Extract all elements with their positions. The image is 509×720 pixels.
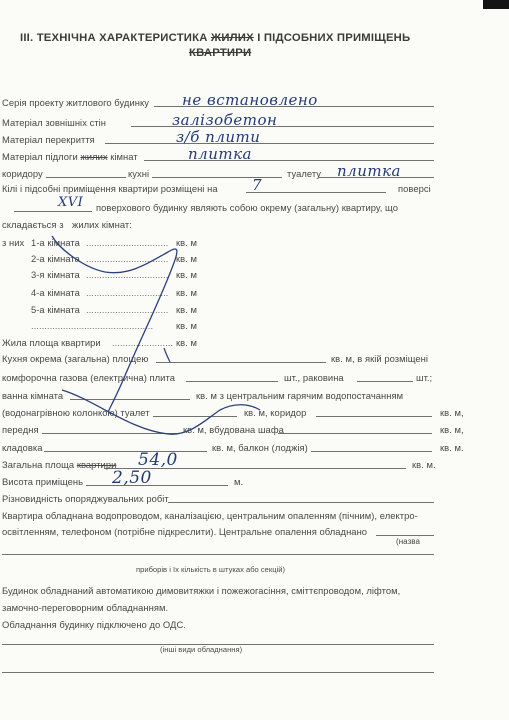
pen-strike-rooms [52,236,177,412]
room-2-dots: ............................... [86,253,169,264]
kitchen-label: кухні [128,168,150,179]
title-struck-word: ЖИЛИХ [210,32,254,44]
bath-text-f: передня [2,424,39,435]
kitchen-text-a: Кухня окрема (загальна) площею [2,353,149,364]
total-label-struck: квартири [76,459,117,470]
equipment-text-a: Квартира обладнана водопроводом, каналізацією, центральним опаленням (пічним), електро- [2,510,418,521]
location-text-b: поверсі [398,183,431,194]
room-5-dots: ............................... [86,304,169,315]
equipment-text-c: (назва [396,537,421,546]
room-5-label: 5-а кімната [31,304,80,315]
rooms-prefix: з них [2,237,25,248]
equipment-caption: приборів і їх кількість в штуках або секцій) [136,565,286,574]
floor-label-struck: жилих [80,151,108,162]
room-1-label: 1-а кімната [31,237,80,248]
title-struck-line2: КВАРТИРИ [189,47,252,59]
building-text-a: Будинок обладнаний автоматикою димовитяжки і пожежогасіння, сміттєпроводом, ліфтом, [2,585,401,596]
building-text-b: замочно-переговорним обладнанням. [2,602,169,613]
bath-text-e: кв. м, [440,407,464,418]
finishing-label: Різновидність опоряджувальних робіт [2,493,169,504]
floor-label-b: кімнат [110,151,138,162]
room-5-unit: кв. м [176,304,197,315]
room-1-dots: ............................... [86,237,169,248]
slabs-value: з/б плити [176,128,261,146]
location-text-e: жилих кімнат: [72,219,132,230]
living-area-label: Жила площа квартири [2,337,101,348]
kitchen-text-d: шт., раковина [284,372,344,383]
height-label: Висота приміщень [2,476,84,487]
living-area-dots: ....................... [112,337,174,348]
bath-text-k: кв. м. [440,442,464,453]
bath-text-b: кв. м з центральним гарячим водопостачанням [196,390,404,401]
floor-label-a: Матеріал підлоги [2,151,78,162]
project-series-value: не встановлено [182,91,318,109]
total-value: 54,0 [138,450,178,470]
title-part-1: III. ТЕХНІЧНА ХАРАКТЕРИСТИКА [20,32,208,44]
location-floor-value: 7 [252,176,263,194]
living-area-unit: кв. м [176,337,197,348]
room-6-dots: .............................................. [31,320,154,331]
location-text-c: поверхового будинку являють собою окрему (загальну) квартиру, що [96,202,398,213]
pen-strike-kitchen [164,348,170,362]
bath-text-h: кв. м, [440,424,464,435]
room-4-label: 4-а кімната [31,287,80,298]
kitchen-text-e: шт.; [416,372,433,383]
bath-text-d: кв. м, коридор [244,407,307,418]
toilet-label: туалету [287,168,322,179]
floor-value: плитка [188,145,252,163]
location-text-a: Кілі і підсобні приміщення квартири розміщені на [2,183,218,194]
room-3-dots: ............................... [86,269,169,280]
height-unit: м. [234,476,244,487]
walls-label: Матеріал зовнішніх стін [2,117,107,128]
bath-text-i: кладовка [2,442,43,453]
location-text-d: складається з [2,219,64,230]
other-equipment-caption: (інші види обладнання) [160,645,243,654]
title-part-2: І ПІДСОБНИХ ПРИМІЩЕНЬ [257,32,411,44]
project-series-label: Серія проекту житлового будинку [2,97,149,108]
kitchen-text-c: комфорочна газова (електрична) плита [2,372,175,383]
height-value: 2,50 [112,468,152,488]
toilet-value: плитка [337,162,401,180]
equipment-text-b: освітленням, телефоном (потрібне підкреслити). Центральне опалення обладнано [2,526,368,537]
room-3-label: 3-я кімната [31,269,80,280]
room-3-unit: кв. м [176,269,197,280]
total-unit: кв. м. [412,459,436,470]
bath-text-a: ванна кімната [2,390,64,401]
bath-text-j: кв. м, балкон (лоджія) [212,442,308,453]
room-2-label: 2-а кімната [31,253,80,264]
walls-value: залізобетон [172,111,278,129]
room-1-unit: кв. м [176,237,197,248]
room-4-unit: кв. м [176,287,197,298]
bath-text-g: кв. м, вбудована шафа [183,424,284,435]
total-label-a: Загальна площа [2,459,75,470]
bath-text-c: (водонагрівною колонкою) туалет [2,407,150,418]
ods-text: Обладнання будинку підключено до ОДС. [2,619,186,630]
storeys-value: XVI [58,195,84,210]
room-4-dots: ............................... [86,287,169,298]
room-6-unit: кв. м [176,320,197,331]
room-2-unit: кв. м [176,253,197,264]
corridor-label: коридору [2,168,43,179]
slabs-label: Матеріал перекриття [2,134,95,145]
kitchen-text-b: кв. м, в якій розміщені [331,353,429,364]
pen-strike-bath [62,390,260,434]
